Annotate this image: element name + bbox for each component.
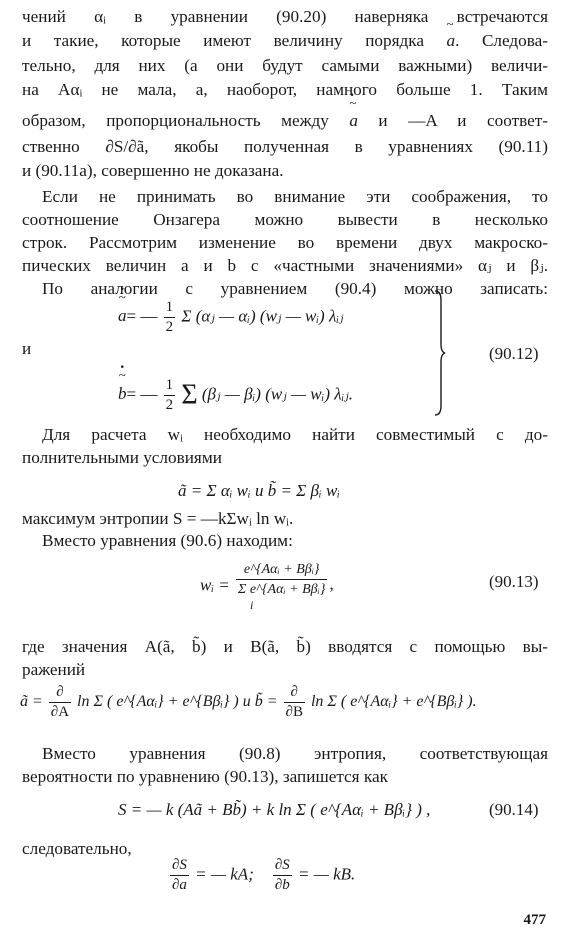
- frac-num: ∂: [290, 684, 298, 700]
- b-dot-symbol: ~ b ·: [118, 382, 127, 406]
- frac-den: ∂A: [50, 704, 70, 720]
- text-line: [22, 659, 548, 681]
- equation-w: wᵢ = e^{Aαᵢ + Bβᵢ} Σ e^{Aαᵢ + Bβᵢ} i ,: [200, 562, 334, 612]
- frac-den: 2: [165, 397, 174, 413]
- equation-number: (90.12): [489, 344, 539, 363]
- text-line: [22, 255, 548, 277]
- text-span: и такие, которые имеют величину порядка: [22, 31, 447, 50]
- frac-num: e^{Aαᵢ + Bβᵢ}: [243, 562, 320, 577]
- frac-num: ∂S: [172, 857, 187, 873]
- text-span: Вместо уравнения (90.6) находим:: [42, 531, 293, 550]
- fraction: [273, 856, 292, 895]
- text-span: чений αᵢ в уравнении (90.20) наверняка встречаются: [22, 7, 548, 26]
- eq-text: ã =: [20, 693, 43, 711]
- eq-text: S = — k (Aã + Bb̃) + k ln Σ ( e^{Aαᵢ + Bβᵢ} ) ,: [118, 800, 431, 819]
- fraction: [164, 298, 176, 337]
- frac-num: 1: [165, 377, 174, 393]
- text-span: пических величин a и b с «частными значениями» αⱼ и βⱼ.: [22, 256, 548, 275]
- equation-constraints: [178, 479, 340, 503]
- equation-a-dot: [118, 298, 344, 337]
- sum-index: i: [250, 598, 254, 612]
- frac-den: ∂B: [285, 704, 303, 720]
- eq-text: = —: [126, 306, 158, 326]
- eq-text: wᵢ =: [200, 575, 230, 595]
- fraction: [164, 376, 176, 415]
- fraction: [170, 856, 189, 895]
- eq-text: ln Σ ( e^{Aαᵢ} + e^{Bβᵢ} ) и b̃ =: [77, 693, 278, 711]
- frac-den: Σ e^{Aαᵢ + Bβᵢ}: [236, 579, 327, 599]
- text-span: соотношение Онзагера можно вывести в несколько: [22, 210, 548, 229]
- text-line: [22, 766, 548, 788]
- fraction: [236, 560, 327, 611]
- eq-text: ã = Σ αᵢ wᵢ и b̃ = Σ βᵢ wᵢ: [178, 481, 340, 500]
- text-line: [42, 743, 548, 765]
- text-span: строк. Рассмотрим изменение во времени двух макроско-: [22, 233, 548, 252]
- equation-derivatives: [168, 856, 355, 895]
- frac-num: ∂: [56, 684, 64, 700]
- dot-tilde-a-symbol: ~ a ·: [349, 110, 358, 132]
- frac-den: ∂b: [274, 877, 290, 893]
- text-span: и —A и соответ-: [357, 111, 548, 130]
- text-span: Для расчета wᵢ необходимо найти совместимый с до-: [42, 425, 548, 444]
- text-span: Если не принимать во внимание эти соображения, то: [42, 187, 548, 206]
- frac-num: 1: [165, 299, 174, 315]
- text-line: [42, 186, 548, 208]
- frac-den: ∂a: [172, 877, 187, 893]
- fraction: [49, 683, 71, 722]
- eq-text: Σ (αⱼ — αᵢ) (wⱼ — wᵢ) λᵢⱼ: [181, 306, 344, 326]
- a-dot-symbol: ~ a ·: [118, 304, 127, 328]
- fraction: [284, 683, 305, 722]
- frac-num: ∂S: [274, 857, 290, 873]
- text-span: полнительными условиями: [22, 448, 222, 467]
- text-line: [22, 30, 548, 52]
- text-line: [22, 110, 548, 132]
- text-line: [42, 530, 548, 552]
- text-line: [22, 79, 548, 101]
- text-span: Вместо уравнения (90.8) энтропия, соответствующая: [42, 744, 548, 763]
- eq-text: ln Σ ( e^{Aαᵢ} + e^{Bβᵢ} ).: [310, 693, 477, 711]
- text-span: По аналогии с уравнением (90.4) можно записать:: [42, 279, 548, 298]
- text-span: и: [22, 339, 32, 358]
- sum-symbol: Σ: [181, 379, 198, 411]
- text-line: [22, 636, 548, 658]
- text-line: [22, 338, 62, 360]
- text-span: образом, пропорциональность между: [22, 111, 350, 130]
- text-span: . Следова-: [455, 31, 548, 50]
- text-span: максимум энтропии S = —kΣwᵢ ln wᵢ.: [22, 509, 294, 528]
- eq-text: (βⱼ — βᵢ) (wⱼ — wᵢ) λᵢⱼ.: [201, 384, 354, 404]
- text-line: [22, 6, 548, 28]
- text-span: и (90.11а), совершенно не доказана.: [22, 161, 284, 180]
- text-span: ражений: [22, 660, 86, 679]
- equation-number: (90.13): [489, 572, 539, 591]
- text-span: ственно ∂S/∂ã, якобы полученная в уравнениях (90.11): [22, 137, 548, 156]
- right-brace: [434, 290, 446, 416]
- eq-text: = —: [126, 384, 158, 404]
- text-line: [22, 209, 548, 231]
- text-line: [22, 136, 548, 158]
- equation-S: [118, 798, 430, 822]
- text-span: тельно, для них (а они будут самыми важными) величи-: [22, 56, 548, 75]
- text-line: [42, 424, 548, 446]
- text-line: [22, 160, 548, 182]
- text-line: [22, 447, 548, 469]
- text-span: следовательно,: [22, 839, 132, 858]
- text-span: где значения A(ã, b̃) и B(ã, b̃) вводятся с помощью вы-: [22, 637, 548, 656]
- page-number: 477: [523, 912, 546, 928]
- text-line: [22, 232, 548, 254]
- equation-AB: [20, 683, 477, 722]
- eq-text: = — kA;: [195, 864, 254, 884]
- text-line: [22, 55, 548, 77]
- tilde-a-symbol: ~ a: [447, 30, 456, 52]
- frac-den: 2: [165, 319, 174, 335]
- text-span: на Aαᵢ не мала, а, наоборот, намного больше 1. Таким: [22, 80, 548, 99]
- equation-b-dot: [118, 376, 353, 415]
- eq-text: = — kB.: [298, 864, 356, 884]
- text-span: вероятности по уравнению (90.13), запишется как: [22, 767, 388, 786]
- equation-number: (90.14): [489, 800, 539, 819]
- text-line: [22, 508, 548, 530]
